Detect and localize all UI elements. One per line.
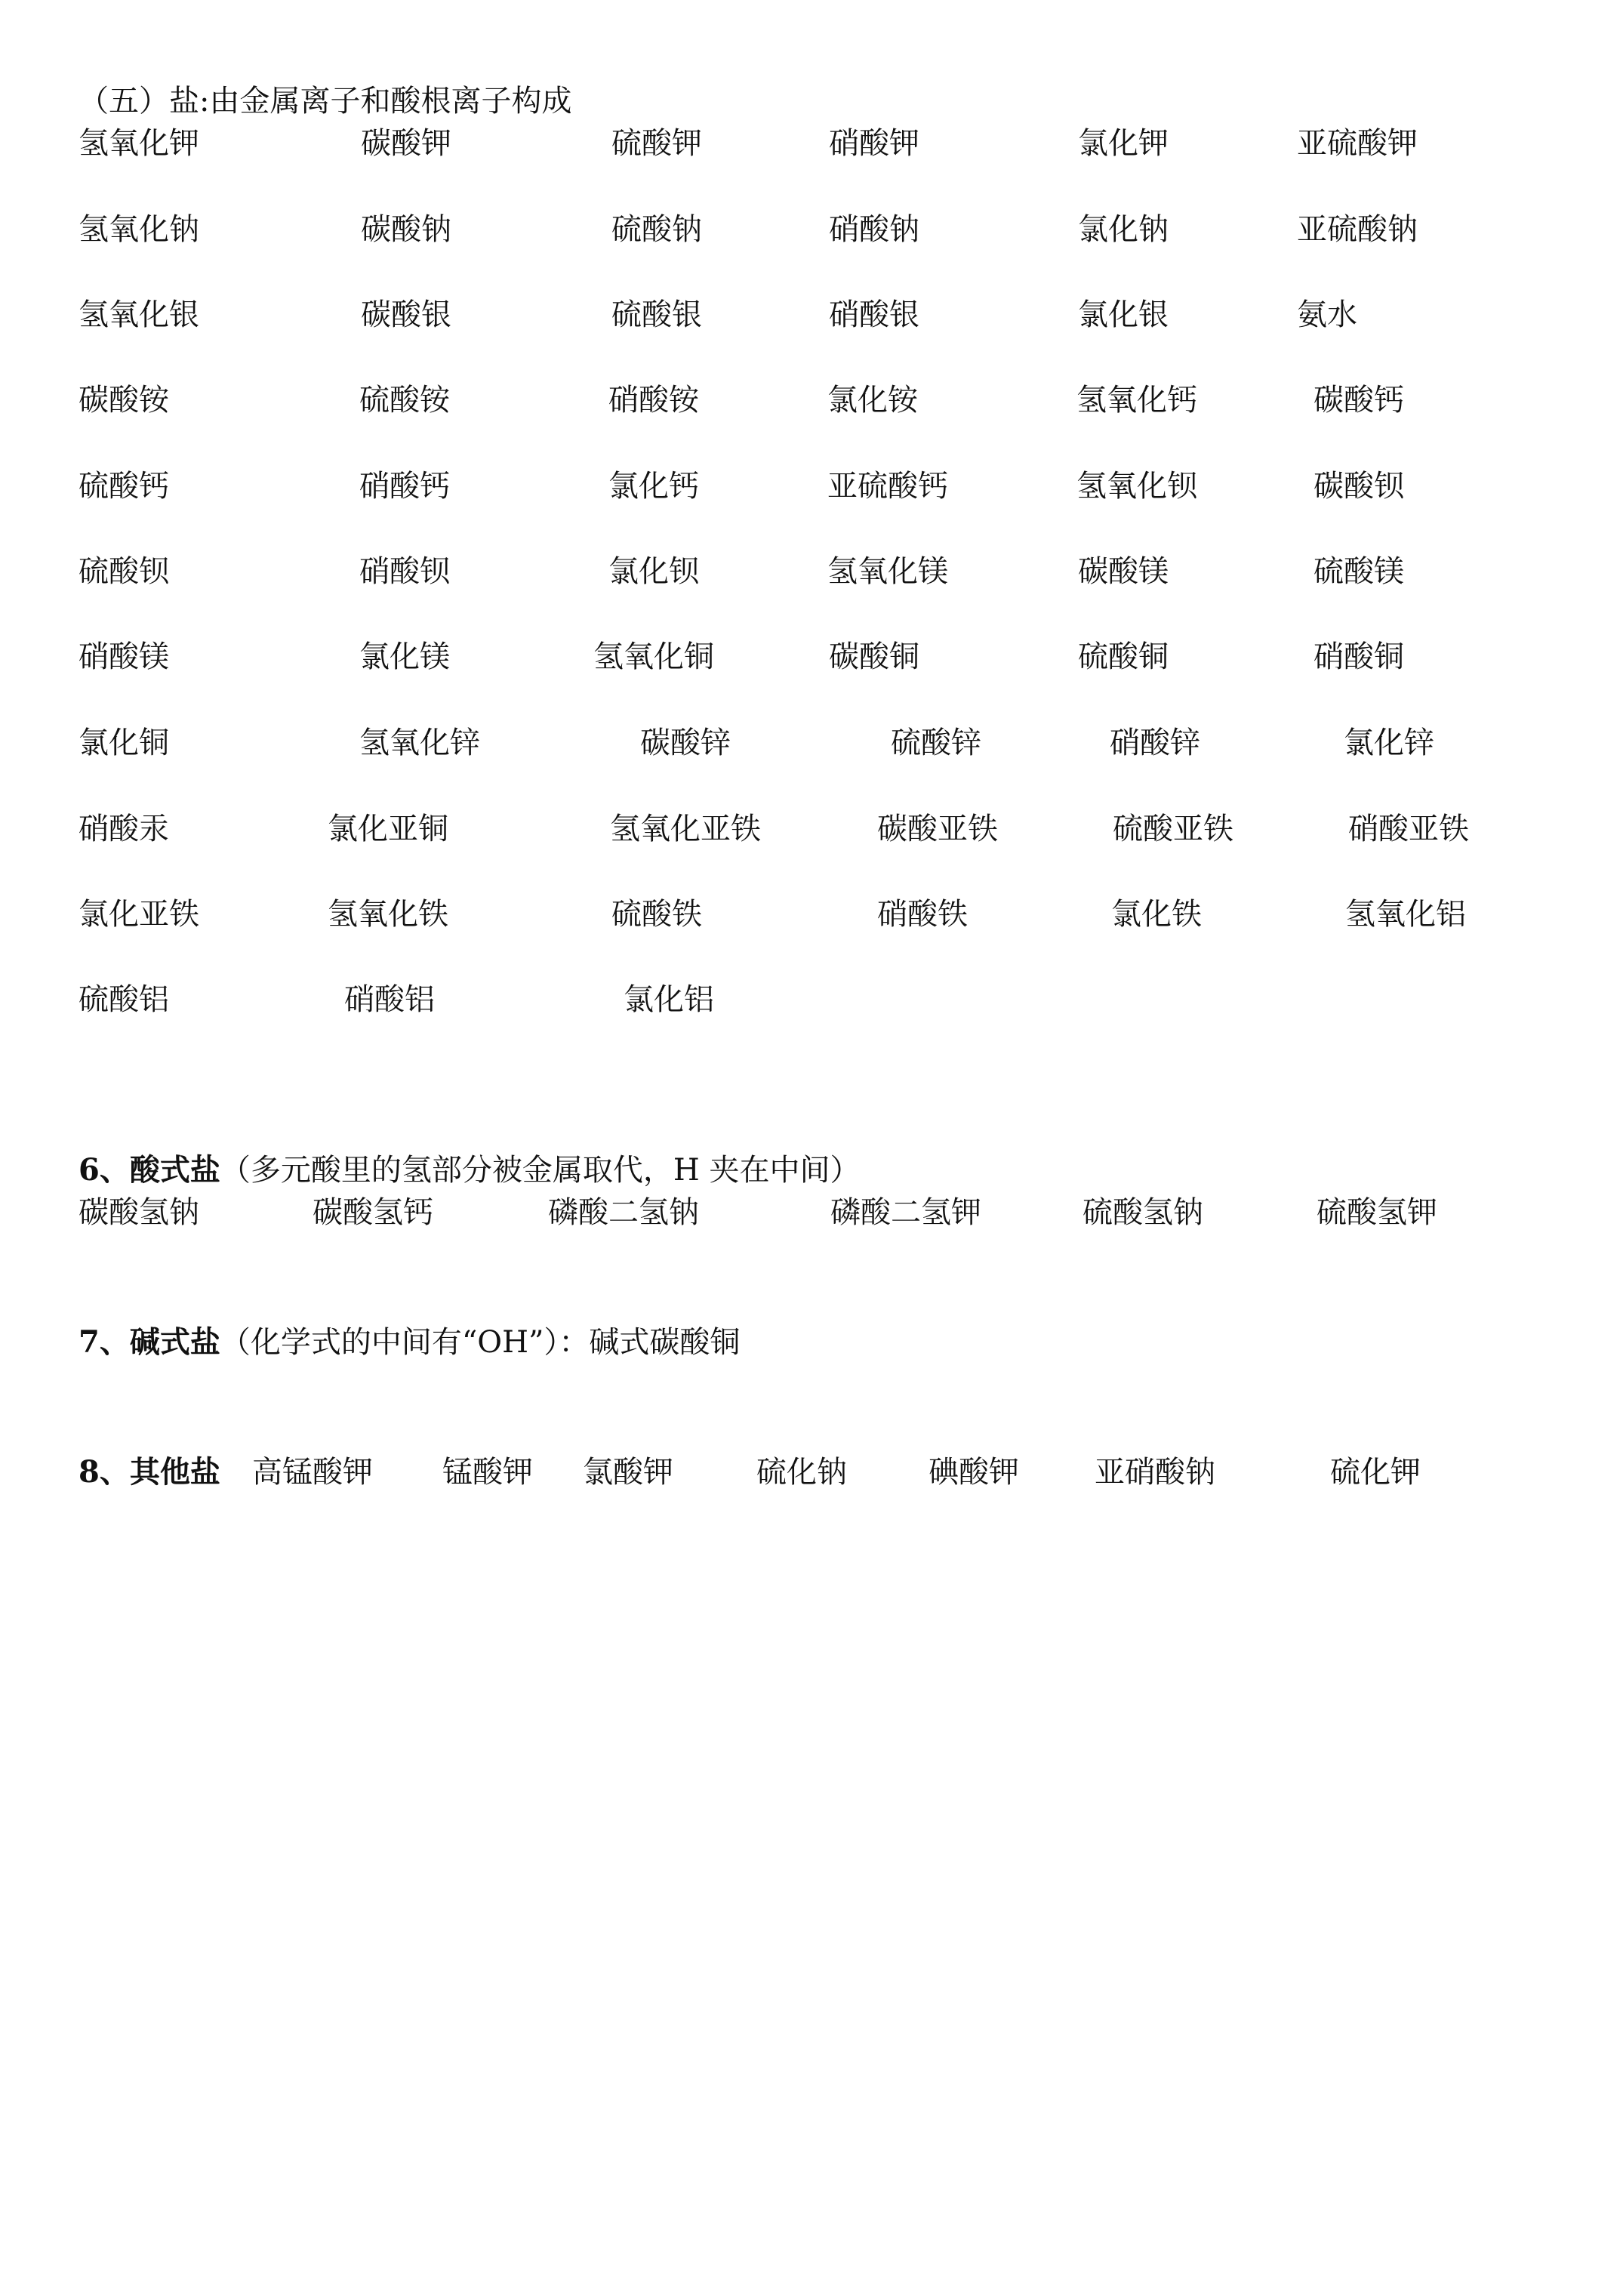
salt-cell: 硝酸银 <box>829 297 919 332</box>
salt-cell: 碳酸钾 <box>361 126 451 161</box>
salt-cell: 硫酸铵 <box>359 383 450 418</box>
salt-cell: 氨水 <box>1297 297 1357 332</box>
salt-cell: 硝酸汞 <box>79 812 169 846</box>
salt-cell: 氢氧化钙 <box>1076 383 1197 418</box>
salt-cell: 硝酸亚铁 <box>1348 812 1469 846</box>
salt-cell: 氯化铜 <box>79 726 169 760</box>
salt-cell: 碳酸铵 <box>79 383 169 418</box>
section-note: （多元酸里的氢部分被金属取代，H 夹在中间） <box>220 1153 861 1188</box>
list-item: 亚硝酸钠 <box>1095 1455 1215 1490</box>
section-heading-salt: （五）盐:由金属离子和酸根离子构成 <box>79 84 572 119</box>
list-item: 硫化钾 <box>1330 1455 1421 1490</box>
list-item: 硫化钠 <box>756 1455 847 1490</box>
salt-cell: 氢氧化钾 <box>79 126 199 161</box>
salt-cell: 硫酸银 <box>611 297 702 332</box>
salt-cell: 硫酸亚铁 <box>1113 812 1233 846</box>
list-item: 锰酸钾 <box>442 1455 533 1490</box>
section-title: 7、碱式盐 <box>79 1324 220 1360</box>
salt-cell: 硝酸钙 <box>359 469 450 504</box>
salt-cell: 氯化银 <box>1078 297 1169 332</box>
salt-cell: 硫酸钠 <box>611 212 702 247</box>
salt-cell: 亚硫酸钙 <box>827 469 948 504</box>
salt-cell: 亚硫酸钾 <box>1297 126 1418 161</box>
list-item: 硫酸氢钠 <box>1083 1195 1203 1230</box>
salt-cell: 硝酸铝 <box>344 982 435 1017</box>
salt-cell: 硫酸铝 <box>79 982 169 1017</box>
salt-cell: 氢氧化钠 <box>79 212 199 247</box>
salt-cell: 氢氧化铝 <box>1345 897 1466 932</box>
salt-cell: 碳酸镁 <box>1078 554 1169 589</box>
salt-cell: 硫酸铁 <box>611 897 702 932</box>
salt-cell: 硝酸钡 <box>359 554 450 589</box>
list-item: 碳酸氢钙 <box>313 1195 433 1230</box>
salt-cell: 碳酸钠 <box>361 212 451 247</box>
salt-cell: 硝酸钾 <box>829 126 919 161</box>
list-item: 磷酸二氢钾 <box>830 1195 981 1230</box>
salt-cell: 硝酸铵 <box>608 383 699 418</box>
list-item: 碘酸钾 <box>929 1455 1019 1490</box>
salt-cell: 氢氧化亚铁 <box>610 812 761 846</box>
salt-cell: 氯化钡 <box>608 554 699 589</box>
salt-cell: 氯化亚铁 <box>79 897 199 932</box>
list-item: 磷酸二氢钠 <box>548 1195 699 1230</box>
section-heading-basic-salt <box>79 1324 740 1361</box>
salt-cell: 碳酸钡 <box>1313 469 1404 504</box>
salt-cell: 硝酸钠 <box>829 212 919 247</box>
section-heading-other-salt: 8、其他盐 <box>79 1454 220 1490</box>
salt-cell: 硫酸铜 <box>1078 639 1169 674</box>
salt-cell: 硫酸钡 <box>79 554 169 589</box>
salt-cell: 硫酸钙 <box>79 469 169 504</box>
list-item: 高锰酸钾 <box>252 1455 373 1490</box>
salt-cell: 硝酸镁 <box>79 639 169 674</box>
list-item: 氯酸钾 <box>583 1455 673 1490</box>
salt-cell: 氢氧化锌 <box>359 726 480 760</box>
salt-cell: 氢氧化银 <box>79 297 199 332</box>
salt-cell: 氢氧化钡 <box>1076 469 1197 504</box>
salt-cell: 碳酸铜 <box>829 639 919 674</box>
salt-cell: 硫酸镁 <box>1313 554 1404 589</box>
salt-cell: 碳酸银 <box>361 297 451 332</box>
salt-cell: 氯化亚铜 <box>328 812 448 846</box>
list-item: 硫酸氢钾 <box>1317 1195 1437 1230</box>
section-heading-acid-salt <box>79 1152 860 1188</box>
salt-cell: 氯化镁 <box>359 639 450 674</box>
salt-cell: 氯化锌 <box>1344 726 1434 760</box>
salt-cell: 氯化钠 <box>1078 212 1169 247</box>
salt-cell: 碳酸钙 <box>1313 383 1404 418</box>
salt-cell: 氯化铁 <box>1111 897 1202 932</box>
section-title: 6、酸式盐 <box>79 1152 220 1188</box>
salt-cell: 亚硫酸钠 <box>1297 212 1418 247</box>
salt-cell: 氢氧化铁 <box>328 897 448 932</box>
salt-cell: 碳酸锌 <box>640 726 731 760</box>
salt-cell: 硝酸铜 <box>1313 639 1404 674</box>
list-item: 碳酸氢钠 <box>79 1195 199 1230</box>
salt-cell: 硫酸钾 <box>611 126 702 161</box>
section-note: （化学式的中间有“OH”）：碱式碳酸铜 <box>220 1325 741 1360</box>
salt-cell: 氯化铵 <box>827 383 918 418</box>
salt-cell: 氯化钙 <box>608 469 699 504</box>
salt-cell: 硝酸锌 <box>1110 726 1200 760</box>
salt-cell: 氢氧化镁 <box>827 554 948 589</box>
salt-cell: 氢氧化铜 <box>593 639 714 674</box>
salt-cell: 硫酸锌 <box>891 726 981 760</box>
salt-cell: 氯化钾 <box>1078 126 1169 161</box>
salt-cell: 硝酸铁 <box>877 897 968 932</box>
salt-cell: 氯化铝 <box>624 982 714 1017</box>
salt-cell: 碳酸亚铁 <box>877 812 998 846</box>
